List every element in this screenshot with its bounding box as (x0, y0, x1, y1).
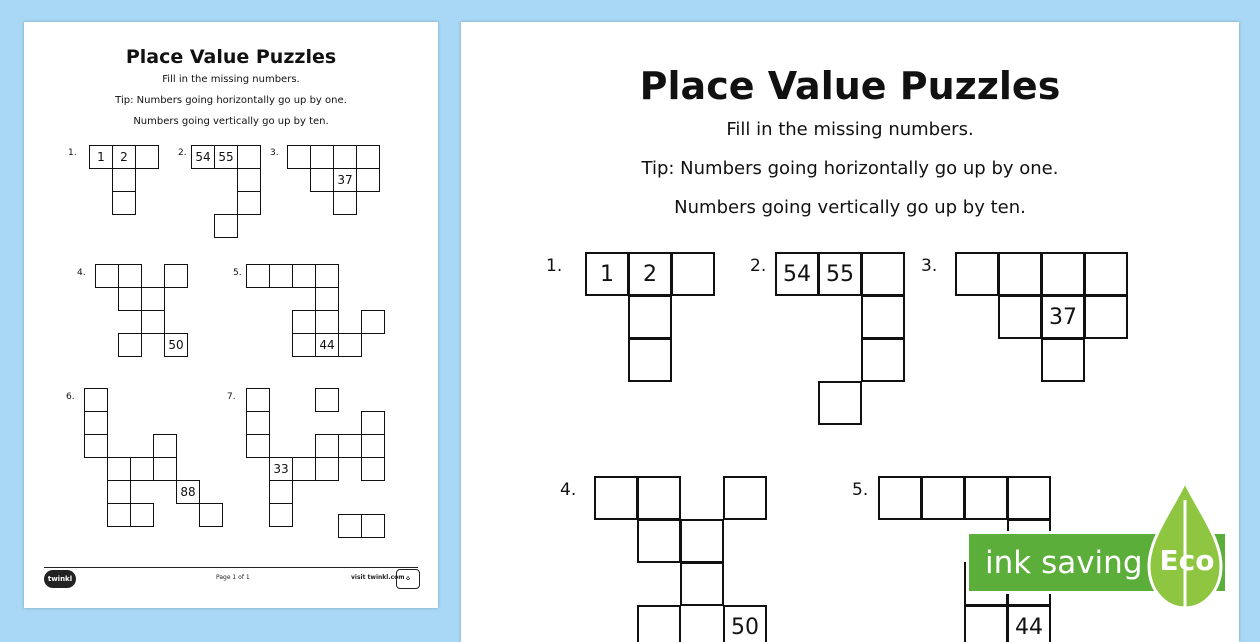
grid-cell[interactable] (237, 145, 261, 169)
grid-cell[interactable] (671, 252, 715, 296)
grid-cell[interactable] (112, 191, 136, 215)
grid-cell[interactable] (95, 264, 119, 288)
ink-saving-label: ink saving (985, 545, 1143, 581)
grid-cell[interactable] (861, 338, 905, 382)
grid-cell[interactable] (315, 457, 339, 481)
grid-cell[interactable] (141, 310, 165, 334)
grid-cell[interactable] (237, 168, 261, 192)
grid-cell[interactable] (356, 145, 380, 169)
grid-cell[interactable] (1007, 476, 1051, 520)
site-link[interactable]: visit twinkl.com (351, 574, 405, 581)
grid-cell[interactable] (135, 145, 159, 169)
grid-cell[interactable] (315, 388, 339, 412)
grid-cell: 37 (1041, 295, 1085, 339)
thumb-puzzle-7-number: 7. (227, 392, 236, 402)
grid-cell[interactable] (292, 264, 316, 288)
footer-divider (44, 567, 418, 568)
grid-cell: 88 (176, 480, 200, 504)
grid-cell[interactable] (107, 503, 131, 527)
grid-cell[interactable] (214, 214, 238, 238)
grid-cell: 54 (191, 145, 215, 169)
puzzle-3-number: 3. (921, 256, 938, 276)
grid-cell[interactable] (292, 333, 316, 357)
grid-cell[interactable] (338, 333, 362, 357)
grid-cell: 44 (315, 333, 339, 357)
grid-cell[interactable] (287, 145, 311, 169)
grid-cell[interactable] (361, 434, 385, 458)
grid-cell[interactable] (356, 168, 380, 192)
grid-cell[interactable] (292, 457, 316, 481)
grid-cell[interactable] (246, 388, 270, 412)
thumb-instruction: Fill in the missing numbers. (162, 74, 300, 85)
grid-cell[interactable] (315, 310, 339, 334)
grid-cell[interactable] (310, 168, 334, 192)
grid-cell[interactable] (84, 434, 108, 458)
eco-badge-icon: ♻ (396, 569, 420, 589)
grid-cell[interactable] (269, 503, 293, 527)
grid-cell[interactable] (292, 310, 316, 334)
grid-cell[interactable] (637, 519, 681, 563)
grid-cell[interactable] (237, 191, 261, 215)
grid-cell[interactable] (246, 411, 270, 435)
grid-cell[interactable] (315, 434, 339, 458)
grid-cell[interactable] (637, 605, 681, 642)
tip-vertical: Numbers going vertically go up by ten. (674, 197, 1026, 218)
grid-cell[interactable] (118, 287, 142, 311)
grid-cell[interactable] (164, 264, 188, 288)
grid-cell[interactable] (361, 457, 385, 481)
grid-cell[interactable] (130, 503, 154, 527)
puzzle-4-number: 4. (560, 480, 577, 500)
grid-cell: 37 (333, 168, 357, 192)
grid-cell[interactable] (361, 310, 385, 334)
grid-cell[interactable] (107, 480, 131, 504)
grid-cell[interactable] (199, 503, 223, 527)
grid-cell: 55 (214, 145, 238, 169)
grid-cell[interactable] (680, 519, 724, 563)
grid-cell[interactable] (153, 434, 177, 458)
grid-cell: 50 (164, 333, 188, 357)
grid-cell[interactable] (861, 252, 905, 296)
grid-cell[interactable] (112, 168, 136, 192)
grid-cell[interactable] (1084, 252, 1128, 296)
grid-cell: 33 (269, 457, 293, 481)
grid-cell[interactable] (246, 264, 270, 288)
grid-cell[interactable] (955, 252, 999, 296)
grid-cell[interactable] (1041, 252, 1085, 296)
grid-cell: 2 (112, 145, 136, 169)
grid-cell[interactable] (998, 295, 1042, 339)
grid-cell[interactable] (361, 411, 385, 435)
twinkl-logo: twinkl (44, 570, 76, 588)
grid-cell[interactable] (361, 514, 385, 538)
thumb-puzzle-6-number: 6. (66, 392, 75, 402)
grid-cell[interactable] (246, 434, 270, 458)
grid-cell[interactable] (628, 338, 672, 382)
grid-cell[interactable] (333, 191, 357, 215)
grid-cell[interactable] (680, 562, 724, 606)
grid-cell: 44 (1007, 605, 1051, 642)
eco-label: Eco (1159, 544, 1215, 577)
puzzle-2-number: 2. (750, 256, 767, 276)
grid-cell[interactable] (141, 287, 165, 311)
worksheet-thumbnail[interactable] (24, 22, 438, 608)
grid-cell[interactable] (118, 333, 142, 357)
thumb-title: Place Value Puzzles (125, 46, 337, 68)
thumb-tip-1: Tip: Numbers going horizontally go up by one. (115, 95, 347, 106)
grid-cell[interactable] (998, 252, 1042, 296)
grid-cell[interactable] (628, 295, 672, 339)
grid-cell[interactable] (269, 264, 293, 288)
grid-cell[interactable] (861, 295, 905, 339)
page-title: Place Value Puzzles (639, 64, 1061, 108)
puzzle-5-number: 5. (852, 480, 869, 500)
grid-cell[interactable] (878, 476, 922, 520)
thumb-puzzle-1-number: 1. (68, 148, 77, 158)
thumb-puzzle-3-number: 3. (270, 148, 279, 158)
grid-cell: 1 (585, 252, 629, 296)
thumb-puzzle-5-number: 5. (233, 268, 242, 278)
grid-cell[interactable] (964, 605, 1008, 642)
instruction-text: Fill in the missing numbers. (726, 119, 974, 140)
grid-cell[interactable] (818, 381, 862, 425)
grid-cell[interactable] (315, 264, 339, 288)
grid-cell[interactable] (315, 287, 339, 311)
thumb-puzzle-4-number: 4. (77, 268, 86, 278)
thumb-tip-2: Numbers going vertically go up by ten. (133, 116, 329, 127)
grid-cell[interactable] (338, 514, 362, 538)
grid-cell[interactable] (310, 145, 334, 169)
grid-cell[interactable] (1084, 295, 1128, 339)
page-indicator: Page 1 of 1 (216, 574, 250, 581)
grid-cell[interactable] (118, 264, 142, 288)
grid-cell: 54 (775, 252, 819, 296)
grid-cell: 50 (723, 605, 767, 642)
puzzle-1-number: 1. (546, 256, 563, 276)
grid-cell[interactable] (153, 457, 177, 481)
grid-cell[interactable] (338, 434, 362, 458)
grid-cell[interactable] (1041, 338, 1085, 382)
grid-cell[interactable] (964, 476, 1008, 520)
grid-cell: 1 (89, 145, 113, 169)
grid-cell[interactable] (921, 476, 965, 520)
grid-cell[interactable] (84, 411, 108, 435)
grid-cell[interactable] (333, 145, 357, 169)
grid-cell[interactable] (107, 457, 131, 481)
grid-cell[interactable] (84, 388, 108, 412)
tip-horizontal: Tip: Numbers going horizontally go up by one. (641, 158, 1059, 179)
grid-cell: 2 (628, 252, 672, 296)
grid-cell[interactable] (637, 476, 681, 520)
thumb-puzzle-2-number: 2. (178, 148, 187, 158)
grid-cell[interactable] (723, 476, 767, 520)
grid-cell[interactable] (130, 457, 154, 481)
grid-cell[interactable] (594, 476, 638, 520)
grid-cell[interactable] (269, 480, 293, 504)
grid-cell: 55 (818, 252, 862, 296)
